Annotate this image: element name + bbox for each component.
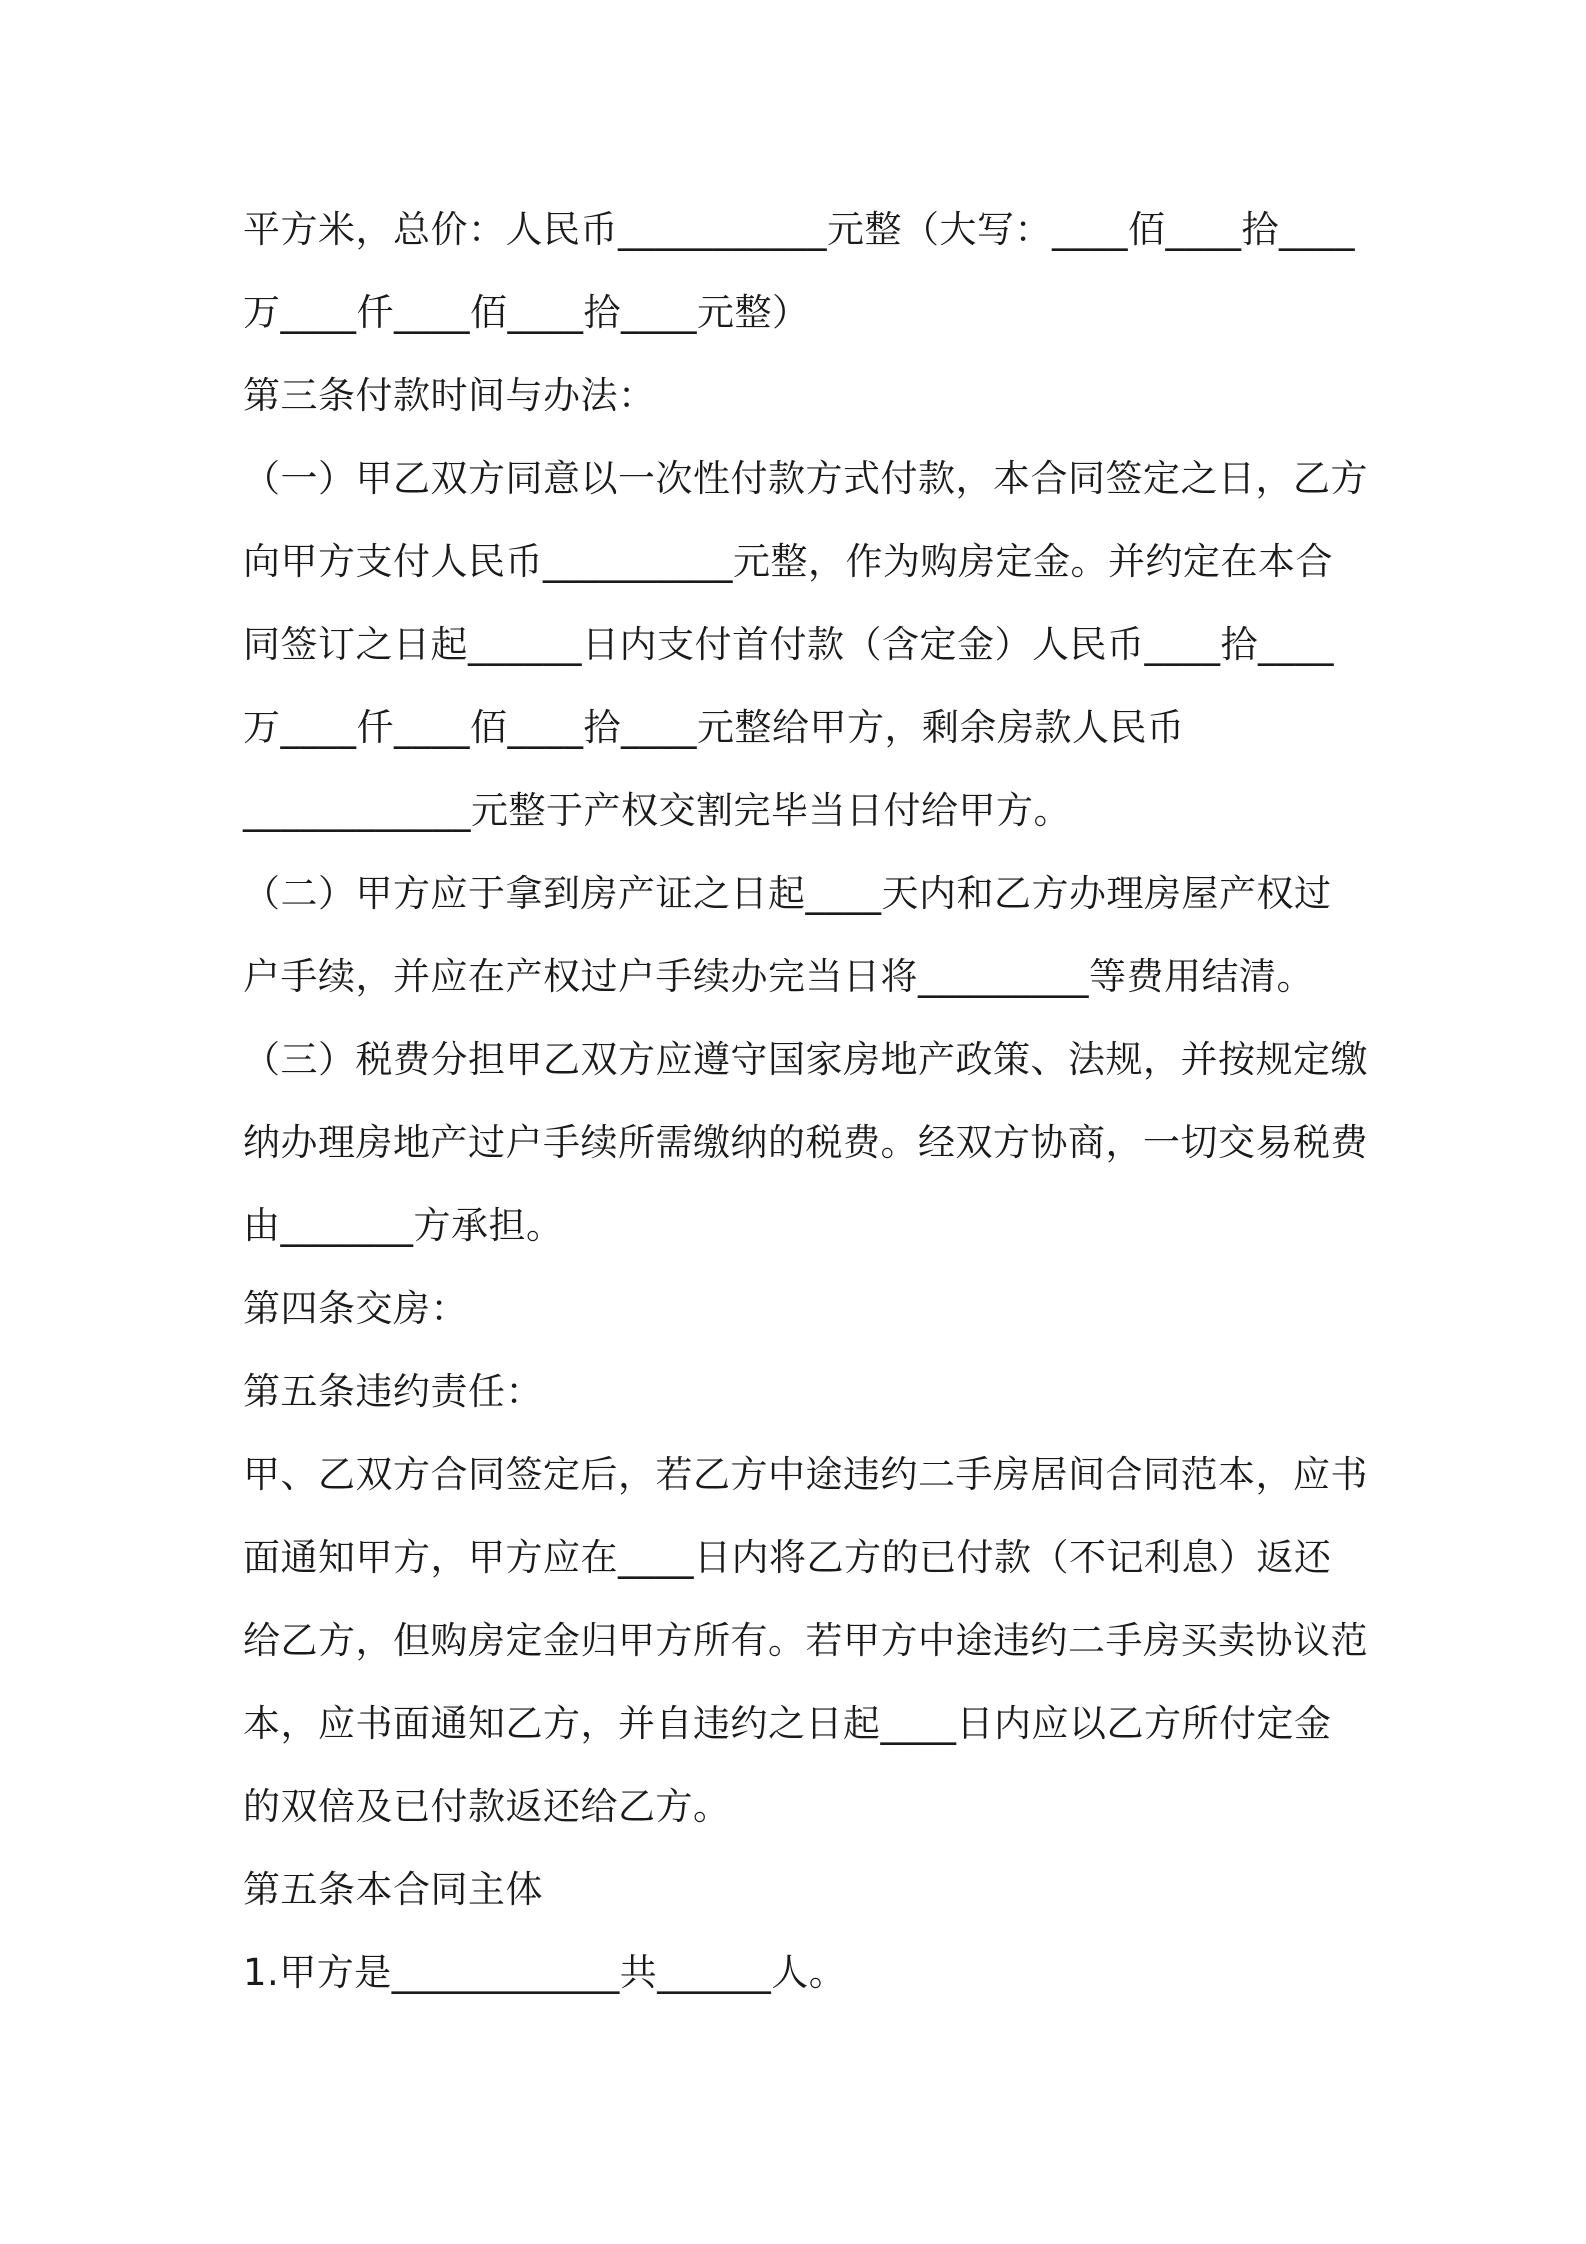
text-line: ____________元整于产权交割完毕当日付给甲方。 <box>243 789 1071 832</box>
text-line: （一）甲乙双方同意以一次性付款方式付款，本合同签定之日，乙方 <box>243 457 1368 500</box>
text-line: 同签订之日起______日内支付首付款（含定金）人民币____拾____ <box>243 623 1334 666</box>
text-line: 本，应书面通知乙方，并自违约之日起____日内应以乙方所付定金 <box>243 1702 1332 1745</box>
section-heading: 第五条本合同主体 <box>243 1868 543 1911</box>
text-line: 平方米，总价：人民币___________元整（大写：____佰____拾____ <box>243 208 1355 251</box>
text-line: 1.甲方是____________共______人。 <box>243 1951 847 1994</box>
text-line: 面通知甲方，甲方应在____日内将乙方的已付款（不记利息）返还 <box>243 1536 1332 1579</box>
text-line: 户手续，并应在产权过户手续办完当日将_________等费用结清。 <box>243 955 1314 998</box>
text-line: （二）甲方应于拿到房产证之日起____天内和乙方办理房屋产权过 <box>243 872 1332 915</box>
text-line: 向甲方支付人民币__________元整，作为购房定金。并约定在本合 <box>243 540 1333 583</box>
text-line: 万____仟____佰____拾____元整给甲方，剩余房款人民币 <box>243 706 1185 749</box>
section-heading: 第三条付款时间与办法： <box>243 374 656 417</box>
section-heading: 第五条违约责任： <box>243 1370 543 1413</box>
text-line: 由_______方承担。 <box>243 1204 564 1247</box>
text-line: （三）税费分担甲乙双方应遵守国家房地产政策、法规，并按规定缴 <box>243 1038 1368 1081</box>
text-line: 甲、乙双方合同签定后，若乙方中途违约二手房居间合同范本，应书 <box>243 1453 1368 1496</box>
text-line: 的双倍及已付款返还给乙方。 <box>243 1785 731 1828</box>
text-line: 万____仟____佰____拾____元整） <box>243 291 810 334</box>
text-line: 纳办理房地产过户手续所需缴纳的税费。经双方协商，一切交易税费 <box>243 1121 1368 1164</box>
text-line: 给乙方，但购房定金归甲方所有。若甲方中途违约二手房买卖协议范 <box>243 1619 1368 1662</box>
section-heading: 第四条交房： <box>243 1287 468 1330</box>
